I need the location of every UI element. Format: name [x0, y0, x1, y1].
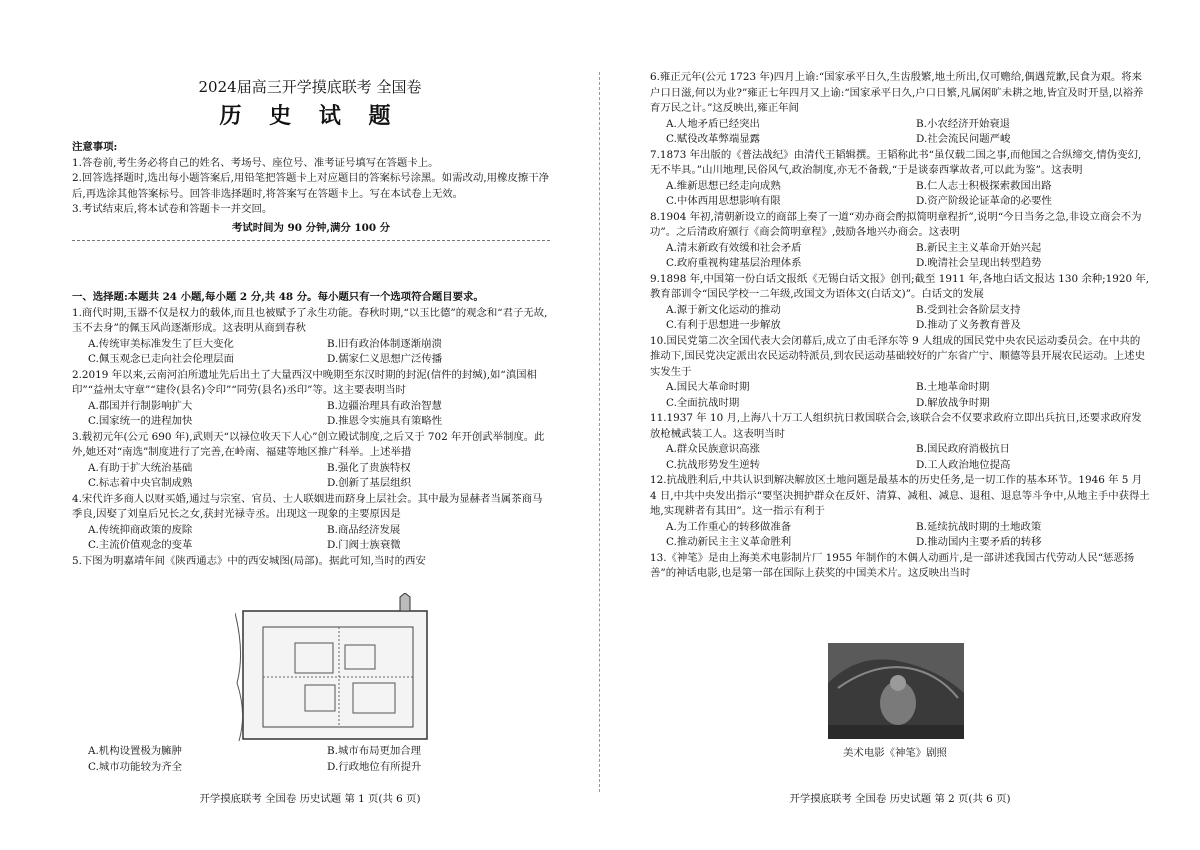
dashed-divider: [72, 240, 550, 241]
question-1: [72, 306, 550, 368]
question-stem: 12.抗战胜利后,中共认识到解决解放区土地问题是最基本的历史任务,是一切工作的基本环节。1946 年 5 月 4 日,中共中央发出指示“要坚决拥护群众在反奸、清算、减租、减息、退租、退息等斗争中,从地主手中获得土地,实现耕者有其田”。这一指示有利于: [650, 474, 1150, 517]
option: A.维新思想已经走向成熟: [666, 179, 781, 192]
question-stem: 10.国民党第二次全国代表大会闭幕后,成立了由毛泽东等 9 人组成的国民党中央农民运动委员会。在中共的推动下,国民党决定派出农民运动特派员,到农民运动基础较好的广东省广宁、顺德等县开展农民运动。上述史实发生于: [650, 334, 1145, 378]
options: [72, 523, 550, 554]
option: B.城市布局更加合理: [327, 745, 422, 757]
notice-heading: 注意事项:: [72, 141, 118, 153]
option: D.行政地位有所提升: [327, 760, 422, 773]
option: B.国民政府消极抗日: [916, 443, 1011, 455]
question-stem: 3.载初元年(公元 690 年),武则天“以禄位收天下人心”创立殿试制度,之后又于 702 年开创武举制度。此外,她还对“南选”制度进行了完善,在岭南、福建等地区推广科举。上述举措: [72, 430, 545, 458]
options: [650, 241, 1150, 272]
option: C.政府重视构建基层治理体系: [666, 257, 802, 269]
question-5-options: [72, 744, 550, 775]
question-5: [72, 554, 550, 570]
option: D.推恩令实施具有策略性: [327, 415, 443, 427]
options: [72, 337, 550, 368]
option: D.推动国内主要矛盾的转移: [916, 536, 1042, 548]
options: [72, 744, 550, 775]
option: A.郡国并行制影响扩大: [88, 399, 193, 412]
question-stem: 5.下图为明嘉靖年间《陕西通志》中的西安城图(局部)。据此可知,当时的西安: [72, 554, 426, 567]
option: B.强化了贵族特权: [327, 461, 411, 474]
option: D.创新了基层组织: [327, 477, 411, 489]
question-11: [650, 411, 1150, 473]
page-footer-1: 开学摸底联考 全国卷 历史试题 第 1 页(共 6 页): [199, 793, 421, 805]
option: C.国家统一的进程加快: [88, 415, 193, 427]
options: [72, 461, 550, 492]
option: C.佩玉观念已走向社会伦理层面: [88, 353, 234, 365]
option: C.主流价值观念的变革: [88, 539, 193, 551]
question-4: [72, 492, 550, 554]
subject-title: 历 史 试 题: [219, 103, 401, 129]
options: [650, 380, 1150, 411]
question-list-page2: [650, 70, 1150, 582]
question-8: [650, 210, 1150, 272]
option: A.机构设置极为臃肿: [88, 745, 182, 757]
option: C.城市功能较为齐全: [88, 760, 183, 773]
option: D.推动了义务教育普及: [916, 319, 1021, 331]
question-stem: 4.宋代许多商人以财买婚,通过与宗室、官员、士人联姻进而跻身上层社会。其中最为显赫者当属茶商马季良,因娶了刘皇后兄长之女,获封光禄寺丞。出现这一现象的主要原因是: [72, 492, 543, 520]
option: A.清末新政有效缓和社会矛盾: [666, 241, 802, 254]
question-stem: 11.1937 年 10 月,上海八十万工人组织抗日救国联合会,该联合会不仅要求政府立即出兵抗日,还要求政府发放枪械武装工人。这表明当时: [650, 412, 1142, 440]
question-6: [650, 70, 1150, 148]
option: A.群众民族意识高涨: [666, 443, 760, 455]
question-stem: 1.商代时期,玉器不仅是权力的载体,而且也被赋予了永生功能。春秋时期,“以玉比德”的观念和“君子无故,玉不去身”的佩玉风尚逐渐形成。这表明从商到春秋: [72, 306, 548, 334]
question-stem: 13.《神笔》是由上海美术电影制片厂 1955 年制作的木偶人动画片,是一部讲述我国古代劳动人民“惩恶扬善”的神话电影,也是第一部在国际上获奖的中国美术片。这反映出当时: [650, 551, 1135, 579]
options: [650, 117, 1150, 148]
option: D.社会流民问题严峻: [916, 133, 1011, 145]
option: B.商品经济发展: [327, 523, 401, 536]
option: C.中体西用思想影响有限: [666, 195, 781, 207]
option: B.边疆治理具有政治智慧: [327, 399, 442, 412]
options: [650, 442, 1150, 473]
option: D.解放战争时期: [916, 396, 990, 409]
option: B.延续抗战时期的土地政策: [916, 520, 1042, 533]
question-9: [650, 272, 1150, 334]
option: C.推动新民主主义革命胜利: [666, 536, 792, 548]
question-stem: 2.2019 年以来,云南河泊所遗址先后出土了大量西汉中晚期至东汉时期的封泥(信件的封缄),如“滇国相印”“益州太守章”“建伶(县名)令印”“同劳(县名)丞印”等。这主要表明当时: [72, 368, 537, 396]
option: C.抗战形势发生逆转: [666, 458, 761, 471]
option: D.门阀士族衰微: [327, 539, 401, 551]
question-12: [650, 473, 1150, 551]
option: B.小农经济开始衰退: [916, 117, 1011, 130]
notice-section: [72, 140, 550, 245]
notice-item: 1.答卷前,考生务必将自己的姓名、考场号、座位号、准考证号填写在答题卡上。: [72, 156, 439, 169]
option: C.全面抗战时期: [666, 396, 740, 409]
film-still-photo: [828, 643, 964, 739]
option: B.受到社会各阶层支持: [916, 303, 1021, 316]
option: D.晚清社会呈现出转型趋势: [916, 257, 1042, 269]
options: [650, 303, 1150, 334]
section-heading: 一、选择题:本题共 24 小题,每小题 2 分,共 48 分。每小题只有一个选项符合题目要求。: [72, 291, 484, 303]
option: B.仁人志士积极探索救国出路: [916, 179, 1052, 192]
option: D.工人政治地位提高: [916, 458, 1011, 471]
question-stem: 8.1904 年初,清朝新设立的商部上奏了一道“劝办商会酌拟简明章程折”,说明“今日当务之急,非设立商会不为功”。之后清政府颁行《商会简明章程》,鼓励各地兴办商会。这表明: [650, 210, 1142, 238]
page-footer-2: 开学摸底联考 全国卷 历史试题 第 2 页(共 6 页): [789, 793, 1011, 805]
option: A.国民大革命时期: [666, 381, 750, 393]
option: A.传统审美标准发生了巨大变化: [88, 337, 234, 350]
question-2: [72, 368, 550, 430]
question-stem: 7.1873 年出版的《普法战纪》由清代王韬辑撰。王韬称此书“虽仅载二国之事,而他国之合纵缔交,情伪变幻,无不毕具。”山川地理,民俗风气,政治制度,亦无不备载,“于是谈泰西掌故者,可以此为鉴”。这表明: [650, 148, 1142, 176]
photo-caption: 美术电影《神笔》剧照: [843, 747, 947, 759]
option: B.旧有政治体制逐渐崩溃: [327, 337, 442, 350]
option: A.为工作重心的转移做准备: [666, 520, 792, 533]
options: [650, 520, 1150, 551]
page-divider: [599, 72, 601, 792]
option: A.传统抑商政策的废除: [88, 523, 193, 536]
options: [72, 399, 550, 430]
question-stem: 6.雍正元年(公元 1723 年)四月上谕:“国家承平日久,生齿殷繁,地土所出,仅可赡给,偶遇荒歉,民食为艰。将来户口日滋,何以为业?”雍正七年四月又上谕:“国家承平日久,户口日繁,凡属闲旷未耕之地,皆宜及时开垦,以裕养育万民之计。”这反映出,雍正年间: [650, 71, 1144, 114]
notice-item: 3.考试结束后,将本试卷和答题卡一并交回。: [72, 203, 273, 215]
xian-city-map-figure: [235, 593, 435, 743]
question-list-page1: [72, 290, 550, 569]
question-10: [650, 334, 1150, 412]
option: B.新民主主义革命开始兴起: [916, 241, 1042, 254]
option: C.标志着中央官制成熟: [88, 477, 193, 489]
notice-item: 2.回答选择题时,选出每小题答案后,用铅笔把答题卡上对应题目的答案标号涂黑。如需改动,用橡皮擦干净后,再选涂其他答案标号。回答非选择题时,将答案写在答题卡上。写在本试卷上无效。: [72, 172, 550, 200]
time-info: 考试时间为 90 分钟,满分 100 分: [231, 221, 391, 234]
question-7: [650, 148, 1150, 210]
option: A.源于新文化运动的推动: [666, 303, 781, 316]
question-stem: 9.1898 年,中国第一份白话文报纸《无锡白话文报》创刊;截至 1911 年,各地白话文报达 130 余种;1920 年,教育部训令“国民学校一二年级,改国文为语体文(白话文)”。白话文的发展: [650, 272, 1150, 300]
option: C.有利于思想进一步解放: [666, 319, 781, 331]
exam-title: 2024届高三开学摸底联考 全国卷: [198, 78, 422, 96]
option: C.赋役改革弊端显露: [666, 133, 761, 145]
option: A.有助于扩大统治基础: [88, 461, 193, 474]
option: D.资产阶级论证革命的必要性: [916, 195, 1052, 207]
options: [650, 179, 1150, 210]
question-13: [650, 551, 1150, 582]
option: D.儒家仁义思想广泛传播: [327, 353, 443, 365]
question-3: [72, 430, 550, 492]
option: A.人地矛盾已经突出: [666, 117, 760, 130]
option: B.土地革命时期: [916, 381, 990, 393]
